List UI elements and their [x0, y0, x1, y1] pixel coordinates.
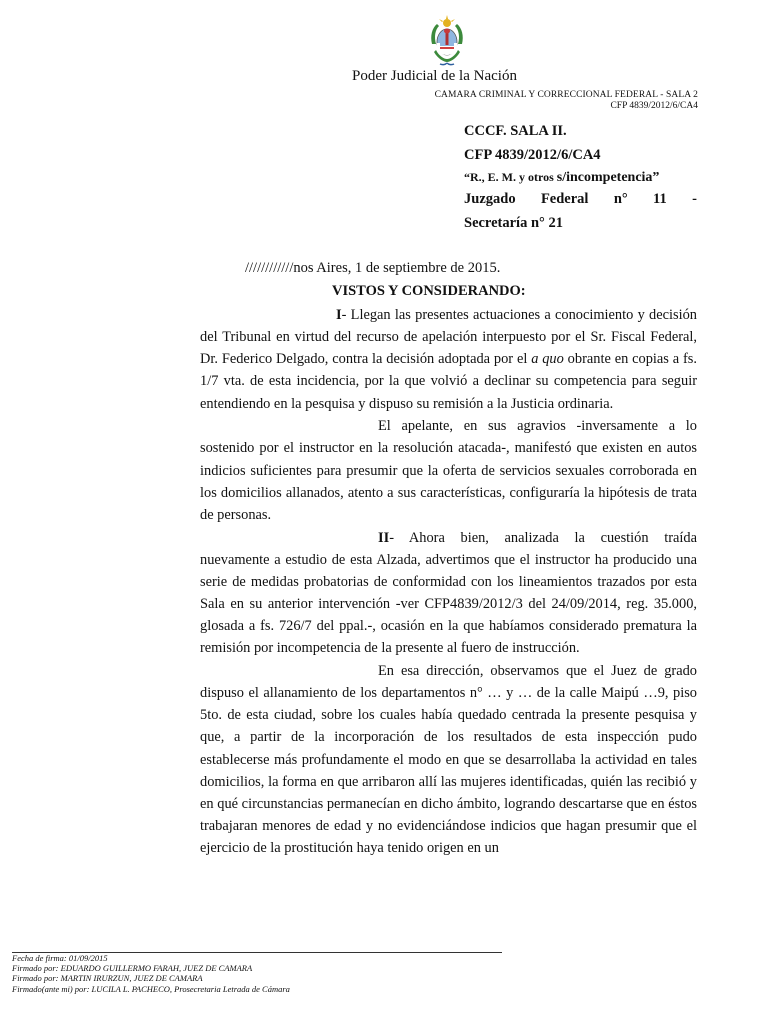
resolution-body [200, 304, 697, 859]
paragraph-1-text-b: obrante en copias a fs. 1/7 vta. de esta incidencia, por la que volvió a declinar su competencia para seguir entendiendo en la pesquisa y dispuso su remisión a la Justicia ordinaria. [200, 351, 697, 412]
institution-title: Poder Judicial de la Nación [352, 68, 517, 84]
paragraph-1-italic: a quo [531, 351, 564, 368]
footer-signing-date: Fecha de firma: 01/09/2015 [12, 953, 108, 963]
paragraph-3-text: - Ahora bien, analizada la cuestión traída nuevamente a estudio de esta Alzada, advertimos que el instructor ha producido una serie de medidas probatorias de conformidad con los lineamientos trazados por esta Sala en su anterior intervención -ver CFP4839/2012/3 del 24/09/2014, reg. 35.000, glosada a fs. 726/7 del ppal.-, ocasión en la que habíamos considerado prematura la remisión por incompetencia de la presente al fuero de instrucción. [200, 529, 697, 657]
paragraph-2 [200, 415, 697, 526]
paragraph-4 [200, 660, 697, 859]
caption-juzgado [464, 191, 697, 208]
paragraph-1 [200, 304, 697, 415]
court-name: CAMARA CRIMINAL Y CORRECCIONAL FEDERAL - SALA 2 [434, 90, 698, 100]
date-line: ////////////nos Aires, 1 de septiembre de 2015. [245, 260, 501, 276]
header-file-number: CFP 4839/2012/6/CA4 [610, 101, 698, 111]
footer-signer-2: Firmado por: MARTIN IRURZUN, JUEZ DE CAMARA [12, 973, 203, 984]
signature-footer [12, 953, 290, 994]
caption-juzgado-word-5: - [692, 191, 697, 207]
coat-of-arms [428, 14, 466, 66]
argentine-coat-of-arms-icon [428, 14, 466, 66]
caption-juzgado-word-4: 11 [653, 191, 667, 207]
paragraph-4-text: En esa dirección, observamos que el Juez de grado dispuso el allanamiento de los departamentos n° … y … de la calle Maipú …9, piso 5to. de esta ciudad, sobre los cuales había quedado centrada la presente pesquisa y que, a partir de la incorporación de los resultados de esta inspección pudo establecerse más profundamente el modo en que se desarrollaba la actividad en tales domicilios, la forma en que arribaron allí las mujeres identificadas, quién las recibió y en qué circunstancias permanecían en dicho ámbito, logrando descartarse que en éstos trabajaran menores de edad y no evidenciándose indicios que hagan presumir que el ejercicio de la prostitución haya tenido origen en un [200, 663, 697, 857]
paragraph-1-number: I [336, 307, 342, 323]
paragraph-2-text: El apelante, en sus agravios -inversamente a lo sostenido por el instructor en la resolución atacada-, manifestó que existen en autos indicios suficientes para presumir que la oferta de servicios sexuales corroborada en los domicilios allanados, atento a sus características, configuraría la hipótesis de trata de personas. [200, 418, 697, 523]
caption-juzgado-word-3: n° [613, 191, 628, 207]
caption-parties-names: “R., E. M. y otros [464, 170, 557, 184]
caption-sala: CCCF. SALA II. [464, 123, 567, 139]
paragraph-3-number: II [378, 529, 390, 546]
caption-juzgado-word-2: Federal [540, 191, 589, 207]
caption-parties-subject: s/incompetencia” [556, 170, 660, 185]
footer-signer-1: Firmado por: EDUARDO GUILLERMO FARAH, JUEZ DE CAMARA [12, 963, 253, 974]
caption-parties [464, 170, 697, 186]
caption-secretaria: Secretaría n° 21 [464, 215, 563, 231]
caption-cfp: CFP 4839/2012/6/CA4 [464, 147, 601, 163]
caption-juzgado-word-1: Juzgado [464, 191, 516, 207]
paragraph-1-text-a: - Llegan las presentes actuaciones a conocimiento y decisión del Tribunal en virtud del recurso de apelación interpuesto por el Sr. Fiscal Federal, Dr. Federico Delgado, contra la decisión adoptada por el [200, 307, 697, 368]
paragraph-3 [200, 527, 697, 660]
footer-signer-3: Firmado(ante mi) por: LUCILA L. PACHECO, Prosecretaria Letrada de Cámara [12, 983, 290, 994]
section-heading: VISTOS Y CONSIDERANDO: [332, 283, 526, 299]
